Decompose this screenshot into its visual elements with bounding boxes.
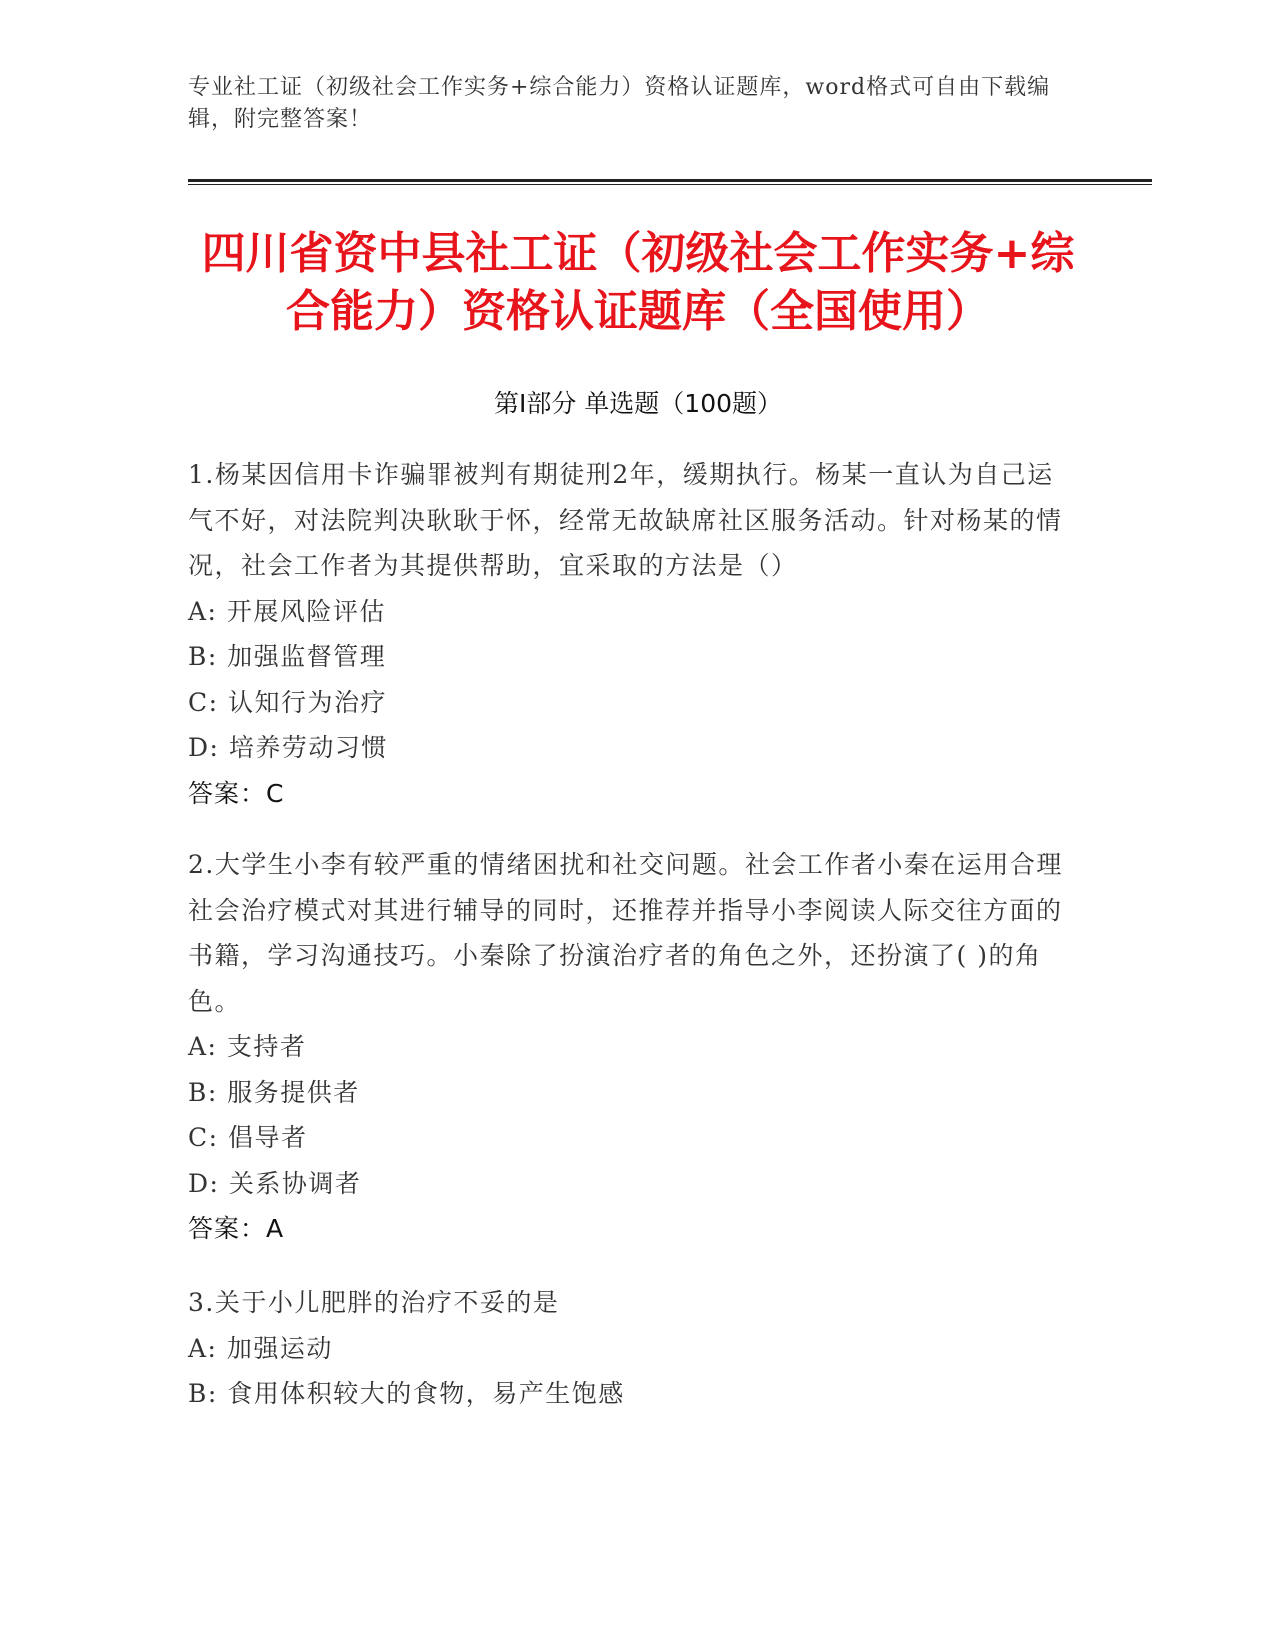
option-a: A: 支持者 [188,1032,307,1061]
answer: 答案：A [188,1214,285,1243]
document-title: 四川省资中县社工证（初级社会工作实务+综合能力）资格认证题库（全国使用） [201,228,1075,337]
question-1 [188,452,1068,816]
section-heading: 第Ⅰ部分 单选题（100题） [493,389,783,418]
option-d: D: 关系协调者 [188,1168,362,1198]
question-stem: 3.关于小儿肥胖的治疗不妥的是 [188,1288,560,1317]
question-2 [188,842,1068,1252]
option-b: B: 加强监督管理 [188,642,387,671]
option-c: C: 倡导者 [188,1123,308,1152]
question-stem: 1.杨某因信用卡诈骗罪被判有期徒刑2年，缓期执行。杨某一直认为自己运气不好，对法院判决耿耿于怀，经常无故缺席社区服务活动。针对杨某的情况，社会工作者为其提供帮助，宜采取的方法是（） [188,460,1063,580]
option-a: A: 加强运动 [188,1333,333,1363]
question-3 [188,1280,1068,1417]
answer: 答案：C [188,778,285,808]
option-d: D: 培养劳动习惯 [188,733,388,762]
option-b: B: 食用体积较大的食物，易产生饱感 [188,1379,625,1408]
option-c: C: 认知行为治疗 [188,687,387,717]
header-rule-thick [188,179,1152,182]
option-a: A: 开展风险评估 [188,596,386,626]
question-stem: 2.大学生小李有较严重的情绪困扰和社交问题。社会工作者小秦在运用合理社会治疗模式对其进行辅导的同时，还推荐并指导小李阅读人际交往方面的书籍，学习沟通技巧。小秦除了扮演治疗者的角色之外，还扮演了( )的角色。 [188,850,1063,1016]
option-b: B: 服务提供者 [188,1077,360,1107]
header-note: 专业社工证（初级社会工作实务+综合能力）资格认证题库，word格式可自由下载编辑，附完整答案！ [188,75,1051,132]
header-rule-thin [188,184,1152,185]
